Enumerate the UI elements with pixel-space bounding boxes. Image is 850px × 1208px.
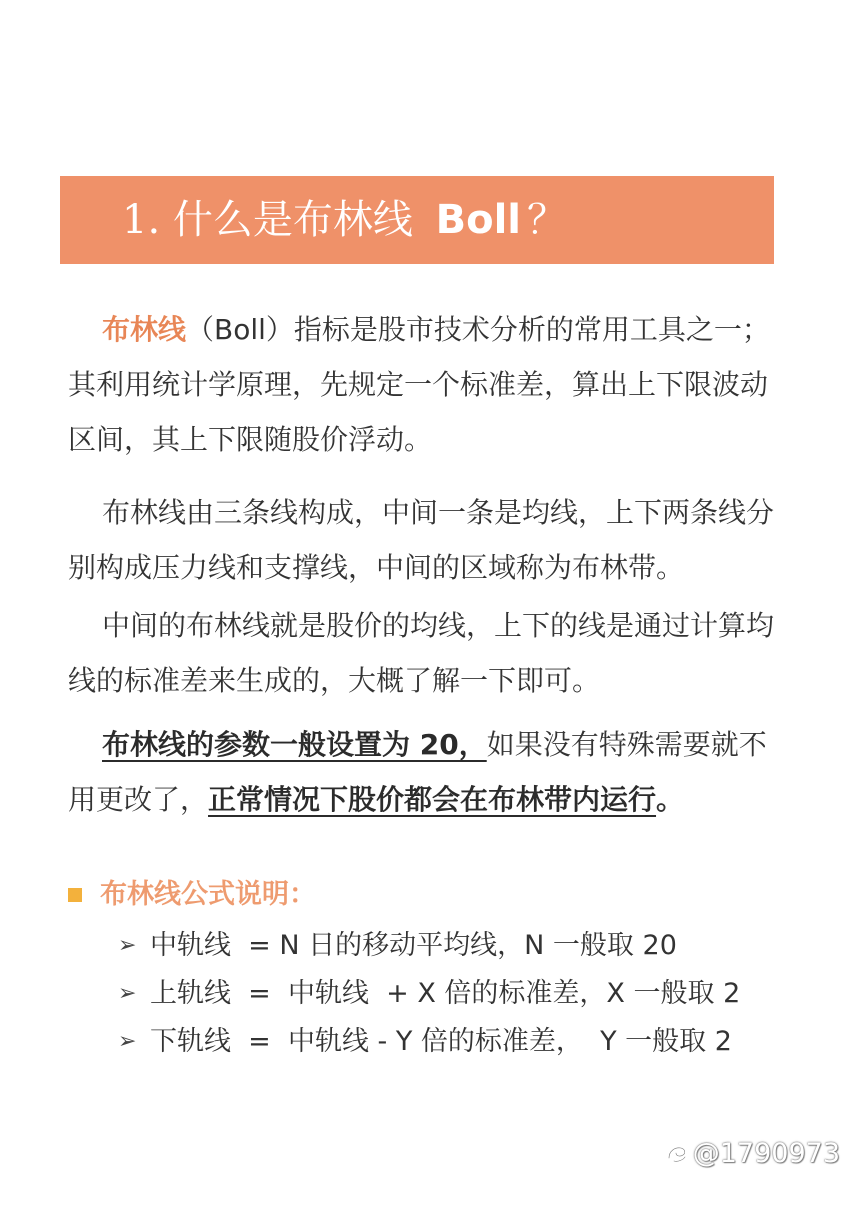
watermark — [665, 1138, 840, 1169]
formula-list — [118, 922, 740, 1066]
title-boll: Boll — [435, 197, 521, 243]
formula-item-middle-text: 中轨线 = N 日的移动平均线，N 一般取 20 — [150, 930, 677, 961]
page-title — [122, 197, 567, 243]
formula-item-lower — [118, 1018, 740, 1066]
paragraph-intro-text: （Boll）指标是股市技术分析的常用工具之一；其利用统计学原理，先规定一个标准差，算出上下限波动区间，其上下限随股价浮动。 — [68, 313, 770, 456]
formula-heading-text: 布林线公式说明： — [100, 879, 316, 910]
arrow-bullet-icon: ➢ — [118, 981, 137, 1006]
arrow-bullet-icon: ➢ — [118, 1029, 137, 1054]
paragraph-parameter-strong-2: 正常情况下股价都会在布林带内运行 — [208, 783, 657, 816]
title-text: 什么是布林线 — [172, 197, 413, 243]
formula-heading — [68, 873, 316, 917]
formula-item-lower-text: 下轨线 = 中轨线 - Y 倍的标准差， Y 一般取 2 — [150, 1026, 732, 1057]
paragraph-parameter-end: 。 — [656, 783, 685, 816]
paragraph-intro-accent: 布林线 — [102, 313, 187, 346]
arrow-bullet-icon: ➢ — [118, 933, 137, 958]
square-bullet-icon — [68, 888, 82, 902]
paragraph-middle-line — [68, 598, 776, 708]
title-question-mark: ？ — [527, 197, 567, 243]
watermark-logo-icon — [665, 1142, 689, 1166]
paragraph-parameter — [68, 717, 776, 827]
title-number: 1. — [122, 197, 161, 243]
paragraph-composition-text: 布林线由三条线构成，中间一条是均线，上下两条线分别构成压力线和支撑线，中间的区域称为布林带。 — [68, 496, 775, 584]
paragraph-middle-line-text: 中间的布林线就是股价的均线，上下的线是通过计算均线的标准差来生成的，大概了解一下即可。 — [68, 609, 775, 697]
watermark-text: @1790973 — [692, 1138, 840, 1169]
formula-item-middle — [118, 922, 740, 970]
paragraph-parameter-strong-1: 布林线的参数一般设置为 20， — [102, 728, 487, 761]
formula-item-upper-text: 上轨线 = 中轨线 + X 倍的标准差，X 一般取 2 — [150, 978, 741, 1009]
paragraph-parameter-mid: 如果没有特殊需要就不用更改了， — [68, 728, 767, 816]
paragraph-composition — [68, 485, 776, 595]
paragraph-intro — [68, 302, 776, 467]
formula-item-upper — [118, 970, 740, 1018]
title-bar — [60, 176, 774, 264]
